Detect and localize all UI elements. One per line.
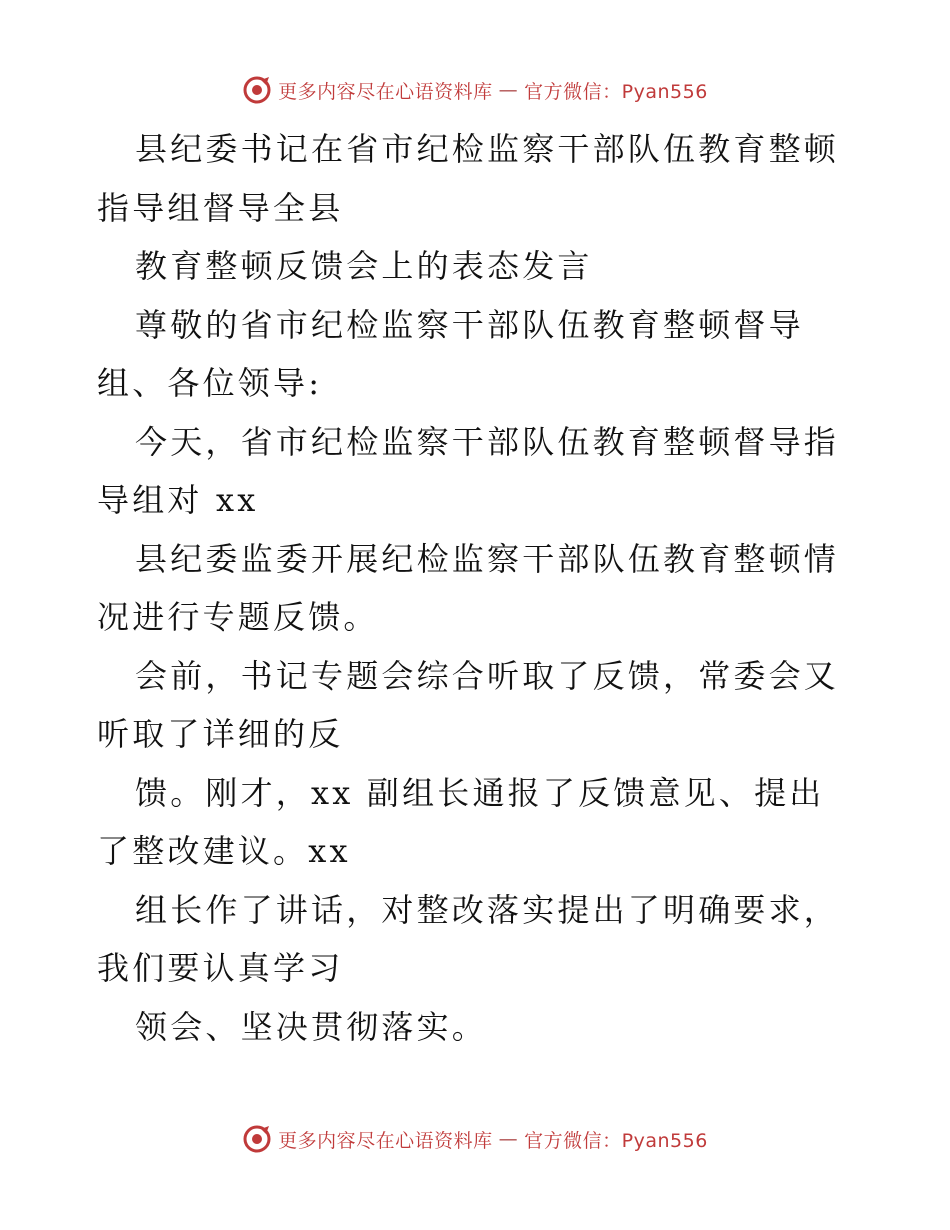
document-body (97, 120, 857, 1056)
watermark-text: 更多内容尽在心语资料库 (278, 1129, 493, 1152)
body-paragraph: 县纪委监委开展纪检监察干部队伍教育整顿情况进行专题反馈。 (97, 539, 840, 636)
watermark-contact: 官方微信：Pyan556 (524, 1129, 708, 1152)
body-paragraph: 会前，书记专题会综合听取了反馈，常委会又听取了详细的反 (97, 656, 840, 753)
footer-watermark (0, 1119, 950, 1159)
brand-logo-icon (242, 75, 272, 105)
watermark-text: 更多内容尽在心语资料库 (278, 80, 493, 103)
watermark-separator: — (498, 1128, 519, 1150)
document-title-line: 县纪委书记在省市纪检监察干部队伍教育整顿指导组督导全县 (97, 130, 840, 227)
brand-logo-icon (242, 1124, 272, 1154)
watermark-separator: — (498, 79, 519, 101)
document-subtitle-line: 教育整顿反馈会上的表态发言 (135, 247, 593, 285)
body-paragraph: 今天，省市纪检监察干部队伍教育整顿督导指导组对 xx (97, 422, 840, 519)
salutation-paragraph: 尊敬的省市纪检监察干部队伍教育整顿督导组、各位领导: (97, 305, 804, 402)
header-watermark (0, 70, 950, 110)
body-paragraph: 组长作了讲话，对整改落实提出了明确要求，我们要认真学习 (97, 890, 840, 987)
body-paragraph: 领会、坚决贯彻落实。 (135, 1007, 488, 1046)
watermark-contact: 官方微信：Pyan556 (524, 80, 708, 103)
body-paragraph: 馈。刚才，xx 副组长通报了反馈意见、提出了整改建议。xx (97, 773, 825, 870)
